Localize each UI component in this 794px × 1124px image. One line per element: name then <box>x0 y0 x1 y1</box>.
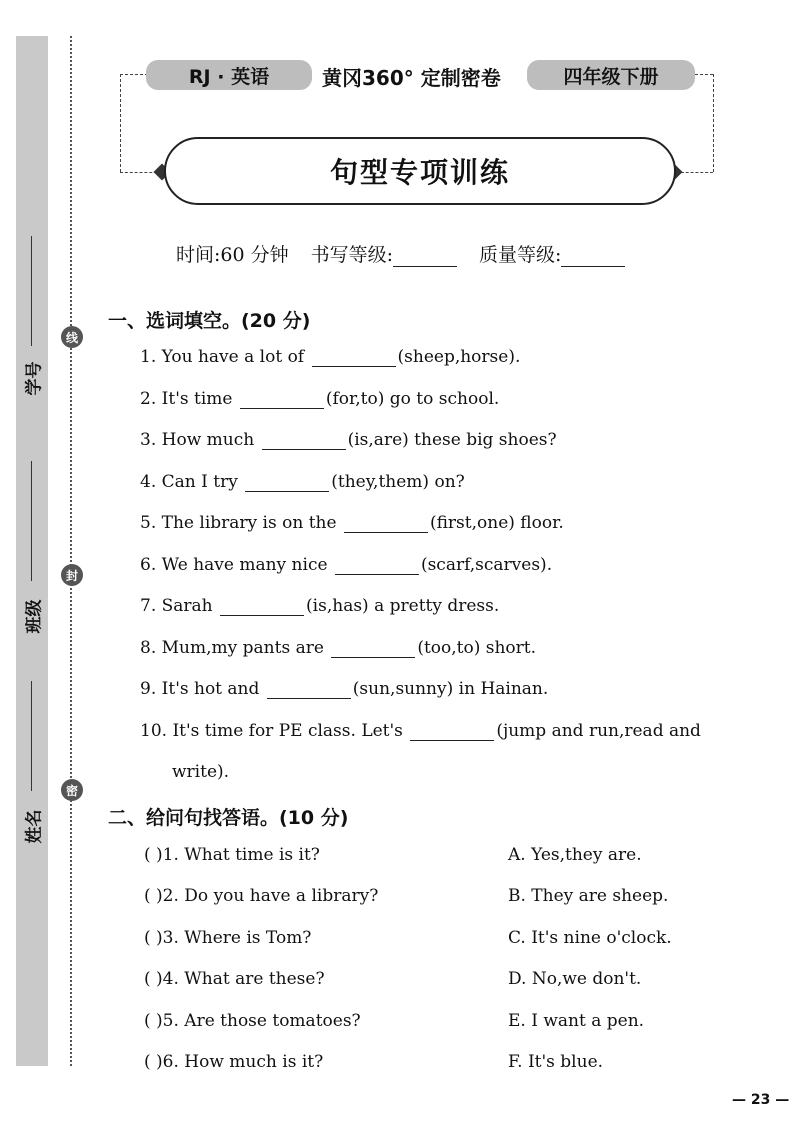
question-text: It's time <box>161 389 233 409</box>
quality-grade-label: 质量等级: <box>479 244 562 266</box>
header-connector-left-top <box>120 74 148 75</box>
match-answer: C. It's nine o'clock. <box>508 928 672 948</box>
answer-blank[interactable] <box>220 599 304 616</box>
brand-title: 黄冈360° 定制密卷 <box>322 66 501 90</box>
writing-grade-label: 书写等级: <box>310 244 394 266</box>
header-connector-left-vert <box>120 74 121 172</box>
answer-blank[interactable] <box>344 516 428 533</box>
name-label: 姓名 <box>24 809 45 844</box>
answer-blank[interactable] <box>245 475 329 492</box>
question-number: 7. <box>140 596 157 616</box>
answer-bracket[interactable]: ( ) <box>144 1052 163 1072</box>
match-question-row <box>144 928 311 948</box>
fill-blank-question <box>140 389 499 409</box>
question-10-continuation: write). <box>172 762 230 782</box>
class-field <box>16 461 48 651</box>
question-text: The library is on the <box>161 513 337 533</box>
question-options: (is,has) a pretty dress. <box>306 596 500 616</box>
fill-blank-question <box>140 347 520 367</box>
question-text: Can I try <box>161 472 238 492</box>
fill-blank-question <box>140 721 701 741</box>
answer-blank[interactable] <box>267 682 351 699</box>
answer-blank[interactable] <box>312 350 396 367</box>
question-number: 6. <box>140 555 157 575</box>
question-number: 1. <box>140 347 157 367</box>
match-answer: D. No,we don't. <box>508 969 642 989</box>
fill-blank-question <box>140 472 465 492</box>
question-text: We have many nice <box>161 555 328 575</box>
question-options: (for,to) go to school. <box>325 389 500 409</box>
page-number: — 23 — <box>732 1092 790 1108</box>
question-text: Sarah <box>161 596 213 616</box>
exam-info <box>176 240 625 267</box>
cut-line <box>70 36 72 1066</box>
binding-strip <box>16 36 48 1066</box>
name-field <box>16 681 48 871</box>
match-question: 5. Are those tomatoes? <box>162 1011 361 1031</box>
class-label: 班级 <box>24 599 45 634</box>
question-text: Mum,my pants are <box>161 638 324 658</box>
name-line <box>31 681 32 791</box>
question-number: 5. <box>140 513 157 533</box>
question-text: You have a lot of <box>161 347 305 367</box>
class-line <box>31 461 32 581</box>
question-options: (is,are) these big shoes? <box>347 430 557 450</box>
student-id-field <box>16 236 48 416</box>
question-number: 4. <box>140 472 157 492</box>
answer-bracket[interactable]: ( ) <box>144 928 163 948</box>
seal-secret-mark: 密 <box>61 779 83 801</box>
header-connector-right-top <box>695 74 713 75</box>
answer-blank[interactable] <box>240 392 324 409</box>
match-question-row <box>144 1011 361 1031</box>
question-options: (first,one) floor. <box>429 513 564 533</box>
answer-blank[interactable] <box>410 724 494 741</box>
question-text: It's time for PE class. Let's <box>172 721 403 741</box>
section2-heading: 二、给问句找答语。(10 分) <box>108 807 349 829</box>
fill-blank-question <box>140 430 557 450</box>
question-text: How much <box>161 430 255 450</box>
question-number: 3. <box>140 430 157 450</box>
student-id-line <box>31 236 32 346</box>
match-question-row <box>144 969 325 989</box>
fill-blank-question <box>140 638 536 658</box>
match-question: 2. Do you have a library? <box>162 886 379 906</box>
answer-bracket[interactable]: ( ) <box>144 1011 163 1031</box>
writing-grade-blank[interactable] <box>393 248 457 267</box>
answer-blank[interactable] <box>331 641 415 658</box>
question-options: (too,to) short. <box>417 638 537 658</box>
question-number: 2. <box>140 389 157 409</box>
match-answer: A. Yes,they are. <box>508 845 642 865</box>
match-question: 4. What are these? <box>162 969 325 989</box>
question-options: (sun,sunny) in Hainan. <box>352 679 549 699</box>
question-text: It's hot and <box>161 679 260 699</box>
question-options: (sheep,horse). <box>397 347 521 367</box>
match-question: 3. Where is Tom? <box>162 928 312 948</box>
fill-blank-question <box>140 513 564 533</box>
student-id-label: 学号 <box>24 361 45 396</box>
match-question-row <box>144 886 378 906</box>
match-question-row <box>144 1052 323 1072</box>
quality-grade-blank[interactable] <box>561 248 625 267</box>
fill-blank-question <box>140 555 552 575</box>
answer-bracket[interactable]: ( ) <box>144 886 163 906</box>
fill-blank-question <box>140 679 548 699</box>
match-question-row <box>144 845 320 865</box>
question-options: (they,them) on? <box>331 472 465 492</box>
answer-bracket[interactable]: ( ) <box>144 845 163 865</box>
question-number: 9. <box>140 679 157 699</box>
question-number: 10. <box>140 721 168 741</box>
match-question: 6. How much is it? <box>162 1052 324 1072</box>
match-answer: E. I want a pen. <box>508 1011 645 1031</box>
question-options: (scarf,scarves). <box>420 555 553 575</box>
fill-blank-question <box>140 596 499 616</box>
section1-heading: 一、选词填空。(20 分) <box>108 310 311 332</box>
match-answer: F. It's blue. <box>508 1052 604 1072</box>
seal-line-mark: 线 <box>61 326 83 348</box>
answer-blank[interactable] <box>335 558 419 575</box>
seal-seal-mark: 封 <box>61 564 83 586</box>
answer-blank[interactable] <box>262 433 346 450</box>
question-options: (jump and run,read and <box>496 721 701 741</box>
page-title: 句型专项训练 <box>164 137 676 205</box>
match-answer: B. They are sheep. <box>508 886 669 906</box>
header-connector-right-vert <box>713 74 714 172</box>
time-limit: 时间:60 分钟 <box>176 244 289 266</box>
grade-tag: 四年级下册 <box>527 60 695 90</box>
subject-tag: RJ · 英语 <box>146 60 312 90</box>
writing-grade-field <box>311 240 457 267</box>
answer-bracket[interactable]: ( ) <box>144 969 163 989</box>
quality-grade-field <box>479 240 625 267</box>
question-number: 8. <box>140 638 157 658</box>
match-question: 1. What time is it? <box>162 845 320 865</box>
